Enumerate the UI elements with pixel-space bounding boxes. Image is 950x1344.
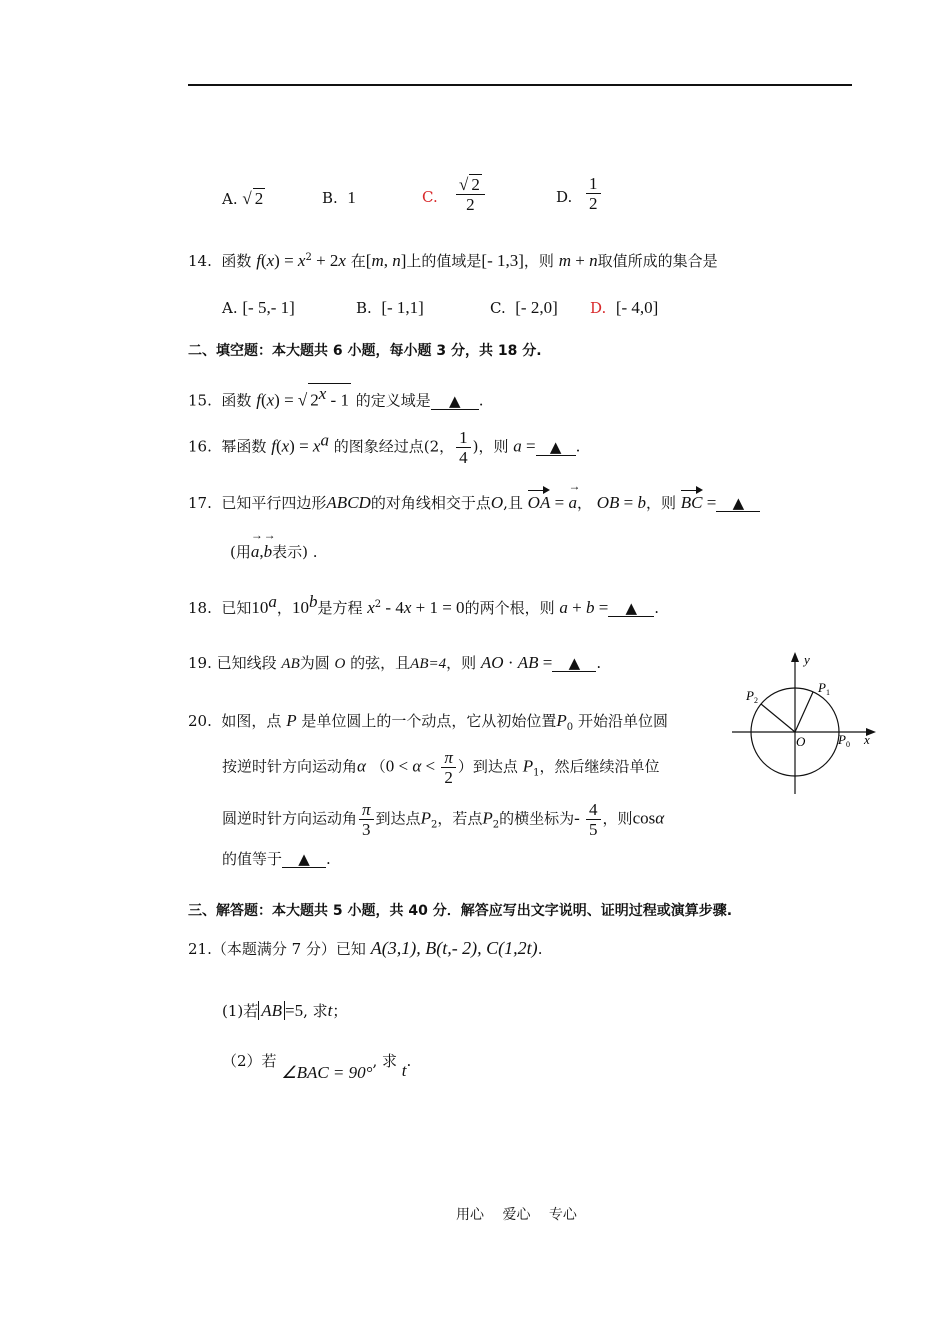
- fig-p2-label: $P_2$: [746, 688, 758, 705]
- q14-stem: 14. 函数 $f(x) = x^2 + 2x$ 在[m, n]上的值域是[- 1,3]，则 m + n取值所成的集合是: [188, 251, 718, 270]
- fig-p0-label: $P_0$: [838, 732, 850, 749]
- q15: 15. 函数 f(x) = √ 2$^x$ - 1 的定义域是 ▲ .: [188, 384, 484, 410]
- q21-head: 21.（本题满分 7 分）已知 A(3,1), B(t,- 2), C(1,2t).: [188, 938, 543, 958]
- q13-opt-d-frac: $\frac{1}{2}$: [586, 174, 601, 213]
- page-footer: 用心 爱心 专心: [456, 1207, 577, 1223]
- q17-line2: (用→ a,→ b表示) .: [230, 541, 318, 562]
- q20-blank: ▲: [282, 851, 326, 868]
- q16: 16. 幂函数 $f(x) = x^a$ 的图象经过点(2， $\frac{1}{4}$ )，则 a = ▲ .: [188, 428, 581, 467]
- q16-blank: ▲: [536, 439, 576, 456]
- q18-blank: ▲: [608, 600, 654, 617]
- q13-opt-d-label: D.: [556, 188, 573, 206]
- q13-opt-b-val: 1: [347, 188, 356, 207]
- q14-opt-a: [- 5,- 1]: [242, 298, 295, 317]
- q14-opt-d: [- 4,0]: [615, 298, 659, 317]
- fig-p1-label: $P_1$: [818, 680, 830, 697]
- q17-line1: 17. 已知平行四边形ABCD的对角线相交于点O,且 OA = → a， OB = b，则 BC = ▲: [188, 492, 760, 513]
- q14-options: A. [- 5,- 1] B. [- 1,1] C. [- 2,0] D. [- 4,0]: [222, 298, 659, 317]
- q16-frac: $\frac{1}{4}$: [456, 428, 471, 467]
- section-3-heading: 三、解答题：本大题共 5 小题，共 40 分．解答应写出文字说明、证明过程或演算步骤.: [188, 903, 733, 919]
- q21-part2: （2）若 ∠BAC = 90°, 求 t.: [222, 1052, 412, 1082]
- q20-line4: 的值等于 ▲ .: [222, 850, 331, 868]
- q14-opt-b: [- 1,1]: [381, 298, 424, 317]
- q20-line3: 圆逆时针方向运动角 $\frac{\pi}{3}$ 到达点$P_2$，若点$P_2$的横坐标为- $\frac{4}{5}$ ，则cosα: [222, 800, 665, 839]
- q18: 18. 已知10$^a$，10$^b$是方程 $x^2 - 4x + 1 = 0$的两个根，则 a + b = ▲ .: [188, 592, 660, 617]
- q13-opt-c-label: C.: [422, 188, 438, 206]
- q14-opt-c: [- 2,0]: [515, 298, 558, 317]
- q17-blank: ▲: [716, 495, 760, 512]
- q13-opt-a-label: A.: [222, 190, 238, 208]
- q13-opt-c-frac: $\frac{√ 2}{2}$: [456, 174, 485, 214]
- q13-opt-b-label: B.: [322, 189, 338, 207]
- q19: 19. 已知线段 AB为圆 O 的弦，且AB=4，则 AO · AB = ▲ .: [188, 653, 602, 672]
- header-rule: [188, 84, 852, 86]
- q13-opt-a-val: 2: [254, 189, 264, 208]
- fig-x-label: x: [864, 732, 870, 747]
- fig-y-label: y: [804, 652, 810, 667]
- unit-circle-figure: [728, 648, 878, 798]
- q20-line1: 20. 如图，点 P 是单位圆上的一个动点，它从初始位置$P_0$ 开始沿单位圆: [188, 711, 668, 733]
- q19-blank: ▲: [552, 655, 596, 672]
- fig-origin-label: O: [796, 734, 806, 749]
- section-2-heading: 二、填空题：本大题共 6 小题，每小题 3 分，共 18 分.: [188, 343, 542, 359]
- q20-line2: 按逆时针方向运动角α （0 < α < $\frac{\pi}{2}$ ）到达点 $P_1$，然后继续沿单位: [222, 748, 660, 787]
- q21-part1: (1)若 AB =5, 求t；: [222, 1001, 348, 1020]
- q15-blank: ▲: [431, 393, 479, 410]
- q13-options: A. √ 2 B. 1 C. $\frac{√ 2}{2}$ D. $\frac{1}{2}$: [222, 174, 642, 226]
